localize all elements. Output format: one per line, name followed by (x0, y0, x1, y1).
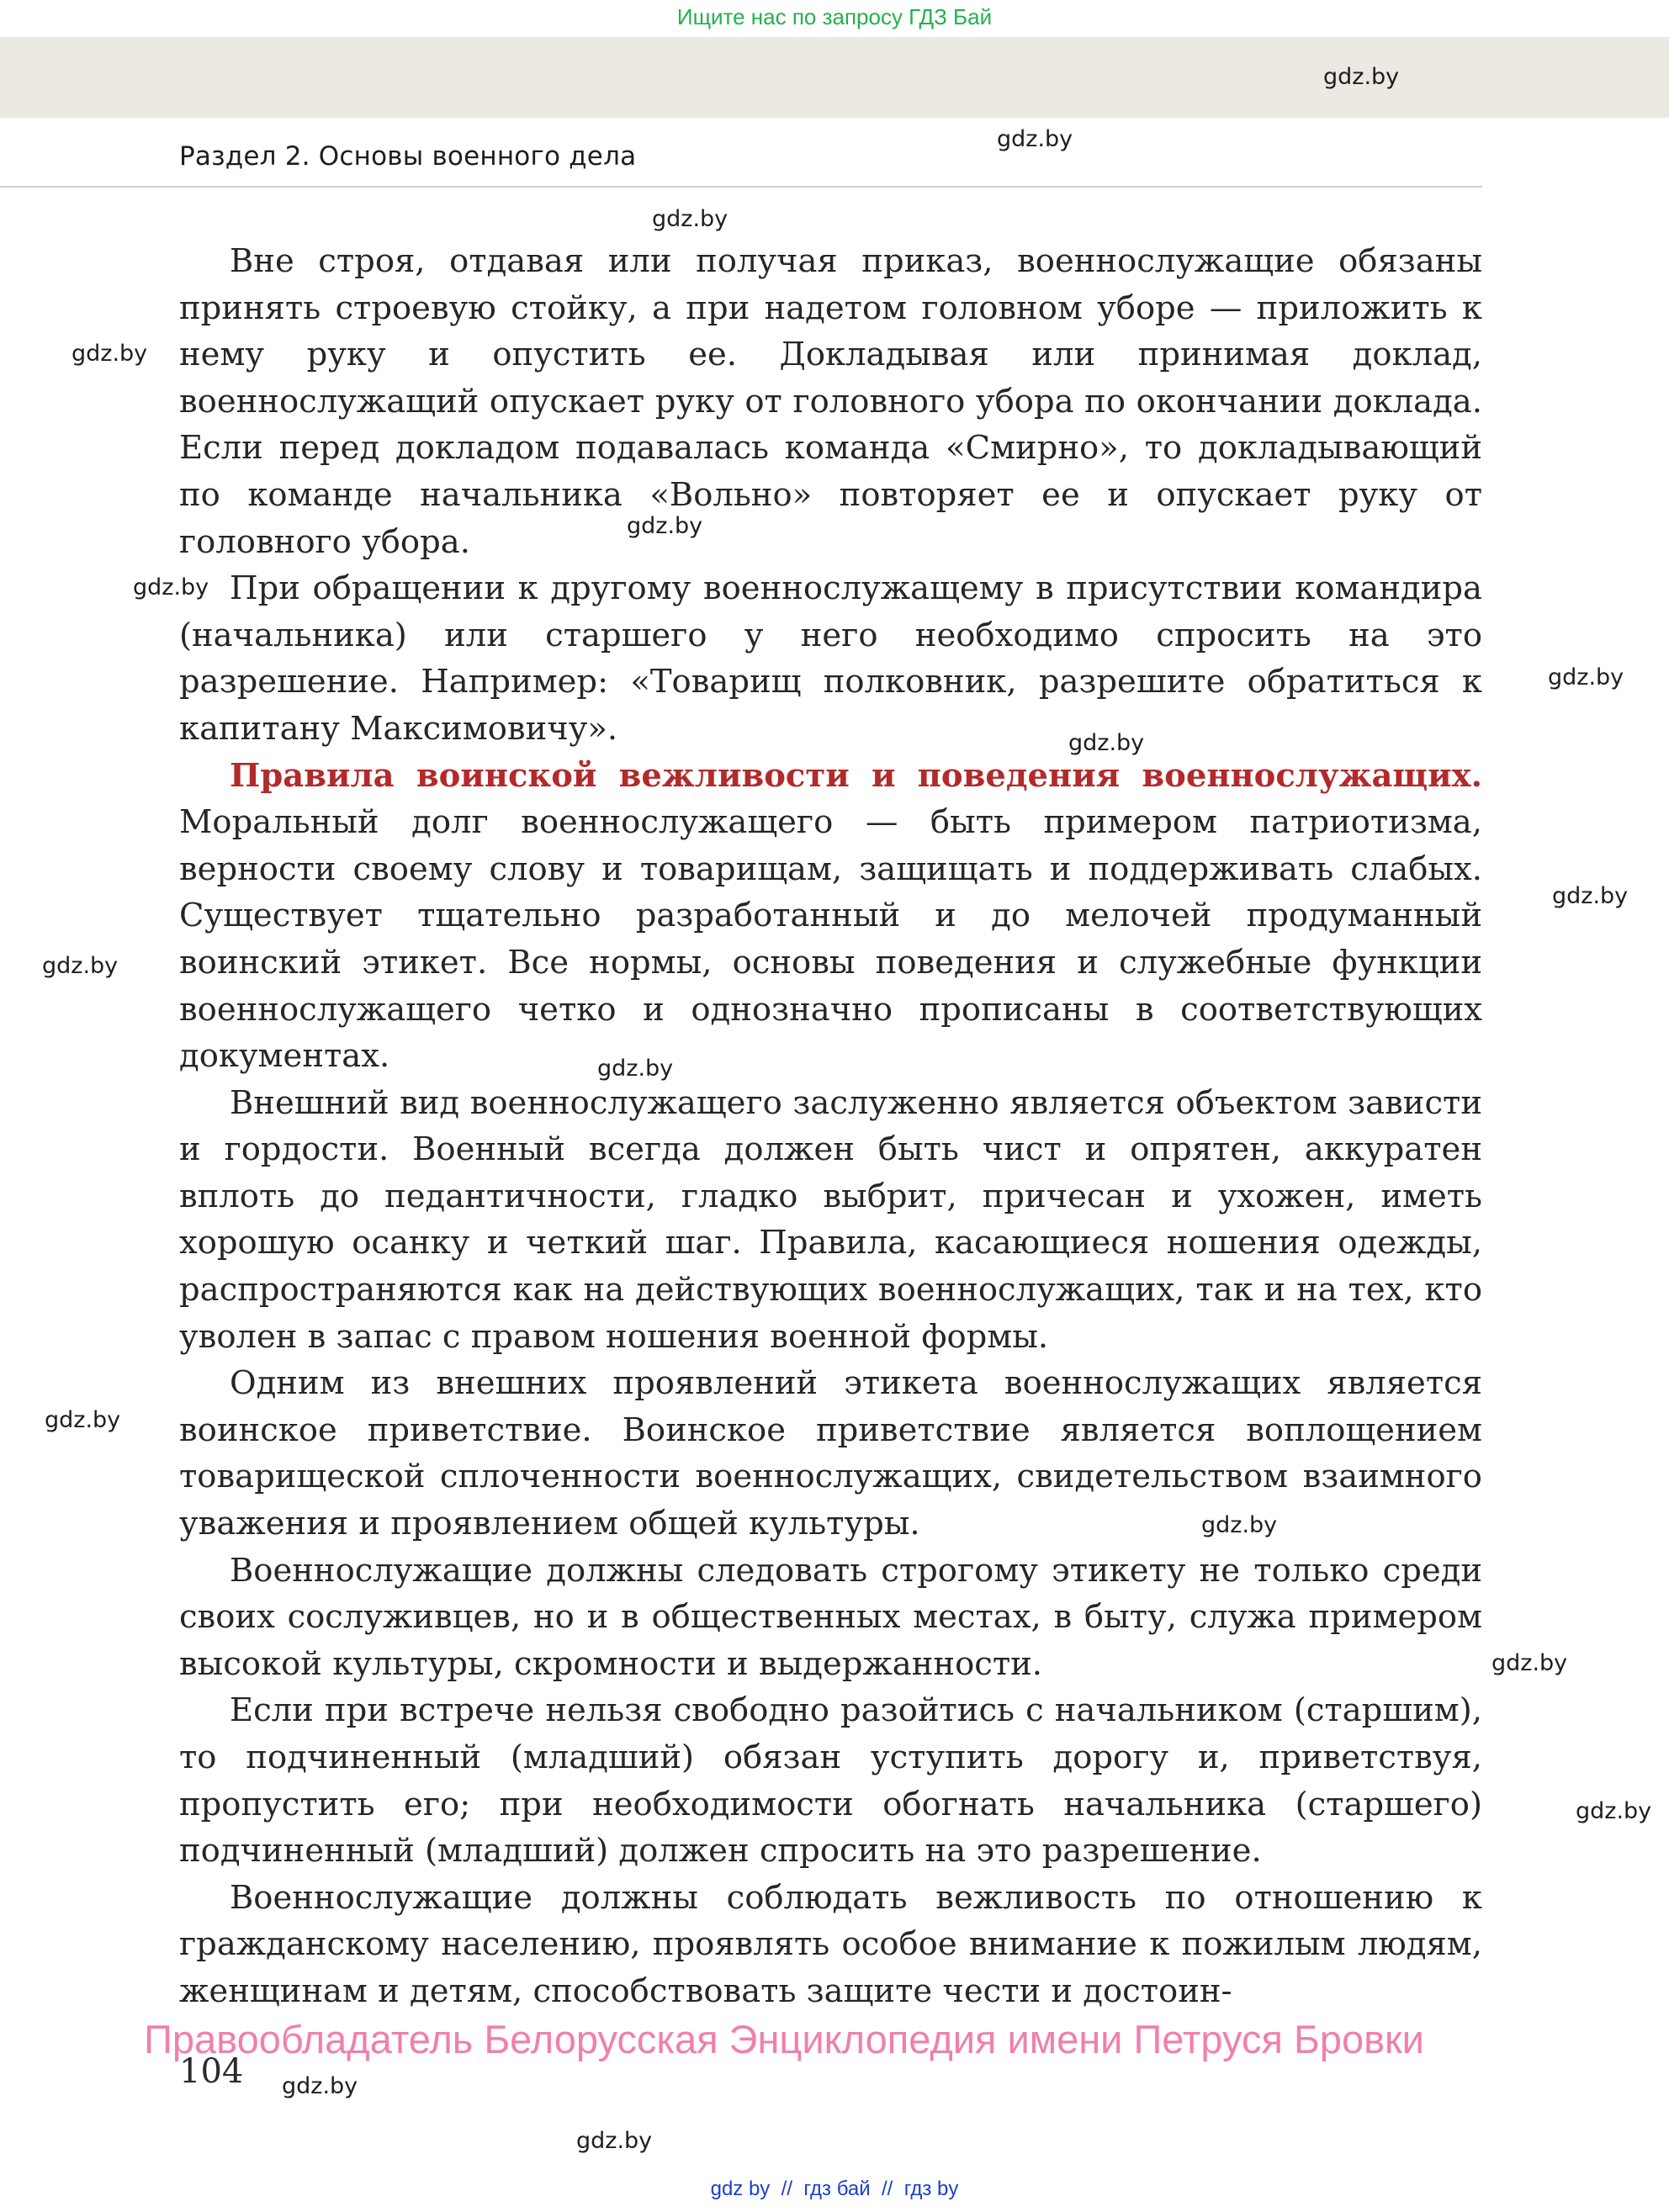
page-body (179, 238, 1482, 2015)
footer-link-gdz-by-ru[interactable]: гдз by (903, 2178, 959, 2200)
rules-heading: Правила воинской вежливости и поведения военнослужащих. (230, 756, 1482, 795)
footer-link-gdz-by[interactable]: gdz by (710, 2178, 771, 2200)
paragraph-5: Одним из внешних проявлений этикета военнослужащих является воинское приветствие. Воинское приветствие является воплощением товарищеской сплоченности военнослужащих, свидетельством взаимного уважения и проявлением общей культуры. (179, 1364, 1482, 1543)
watermark: gdz.by (1492, 1650, 1568, 1676)
watermark: gdz.by (42, 953, 119, 979)
copyright-notice: Правообладатель Белорусская Энциклопедия имени Петруся Бровки (144, 2017, 1424, 2061)
paragraph-2: При обращении к другому военнослужащему в присутствии командира (начальника) или старшего у него необходимо спросить на это разрешение. Например: «Товарищ полковник, разрешите обратиться к капитану Максимовичу». (179, 569, 1482, 748)
section-title: Раздел 2. Основы военного дела (179, 141, 637, 172)
watermark: gdz.by (652, 206, 729, 232)
footer-separator: // (781, 2178, 792, 2200)
paragraph-6: Военнослужащие должны следовать строгому этикету не только среди своих сослуживцев, но и в общественных местах, в быту, служа примером высокой культуры, скромности и выдержанности. (179, 1551, 1482, 1683)
rules-text: Моральный долг военнослужащего — быть примером патриотизма, верности своему слову и товарищам, защищать и поддерживать слабых. Существует тщательно разработанный и до мелочей продуманный воинский этикет. Все нормы, основы поведения и служебные функции военнослужащего четко и однозначно прописаны в соответствующих документах. (179, 803, 1482, 1076)
header-band (0, 37, 1669, 118)
watermark: gdz.by (1068, 730, 1145, 756)
watermark: gdz.by (627, 513, 703, 539)
watermark: gdz.by (576, 2128, 653, 2154)
watermark: gdz.by (1576, 1798, 1652, 1824)
page-number: 104 (179, 2052, 244, 2091)
paragraph-8: Военнослужащие должны соблюдать вежливость по отношению к гражданскому населению, проявлять особое внимание к пожилым людям, женщинам и детям, способствовать защите чести и достоин- (179, 1878, 1482, 2010)
header-divider (0, 186, 1482, 188)
watermark: gdz.by (997, 126, 1073, 152)
top-banner[interactable]: Ищите нас по запросу ГДЗ Бай (676, 4, 993, 29)
paragraph-7: Если при встрече нельзя свободно разойтись с начальником (старшим), то подчиненный (младший) обязан уступить дорогу и, приветствуя, пропустить его; при необходимости обогнать начальника (старшего) подчиненный (младший) должен спросить на это разрешение. (179, 1691, 1482, 1871)
paragraph-1: Вне строя, отдавая или получая приказ, военнослужащие обязаны принять строевую стойку, а при надетом головном уборе — приложить к нему руку и опустить ее. Докладывая или принимая доклад, военнослужащий опускает руку от головного убора по окончании доклада. Если перед докладом подавалась команда «Смирно», то докладывающий по команде начальника «Вольно» повторяет ее и опускает руку от головного убора. (179, 242, 1482, 561)
watermark: gdz.by (133, 574, 209, 601)
watermark: gdz.by (1323, 64, 1400, 90)
footer-link-gdz-bai[interactable]: гдз бай (803, 2178, 871, 2200)
paragraph-4: Внешний вид военнослужащего заслуженно является объектом зависти и гордости. Военный всегда должен быть чист и опрятен, аккуратен вплоть до педантичности, гладко выбрит, причесан и ухожен, иметь хорошую осанку и четкий шаг. Правила, касающиеся ношения одежды, распространяются как на действующих военнослужащих, так и на тех, кто уволен в запас с правом ношения военной формы. (179, 1083, 1482, 1356)
watermark: gdz.by (282, 2073, 358, 2099)
watermark: gdz.by (1552, 883, 1629, 909)
footer-separator: // (882, 2178, 893, 2200)
watermark: gdz.by (72, 341, 148, 367)
watermark: gdz.by (45, 1407, 121, 1433)
watermark: gdz.by (1548, 664, 1624, 691)
footer-links (0, 2178, 1669, 2201)
paragraph-rules (179, 753, 1482, 1080)
watermark: gdz.by (1201, 1512, 1278, 1538)
watermark: gdz.by (597, 1056, 674, 1082)
